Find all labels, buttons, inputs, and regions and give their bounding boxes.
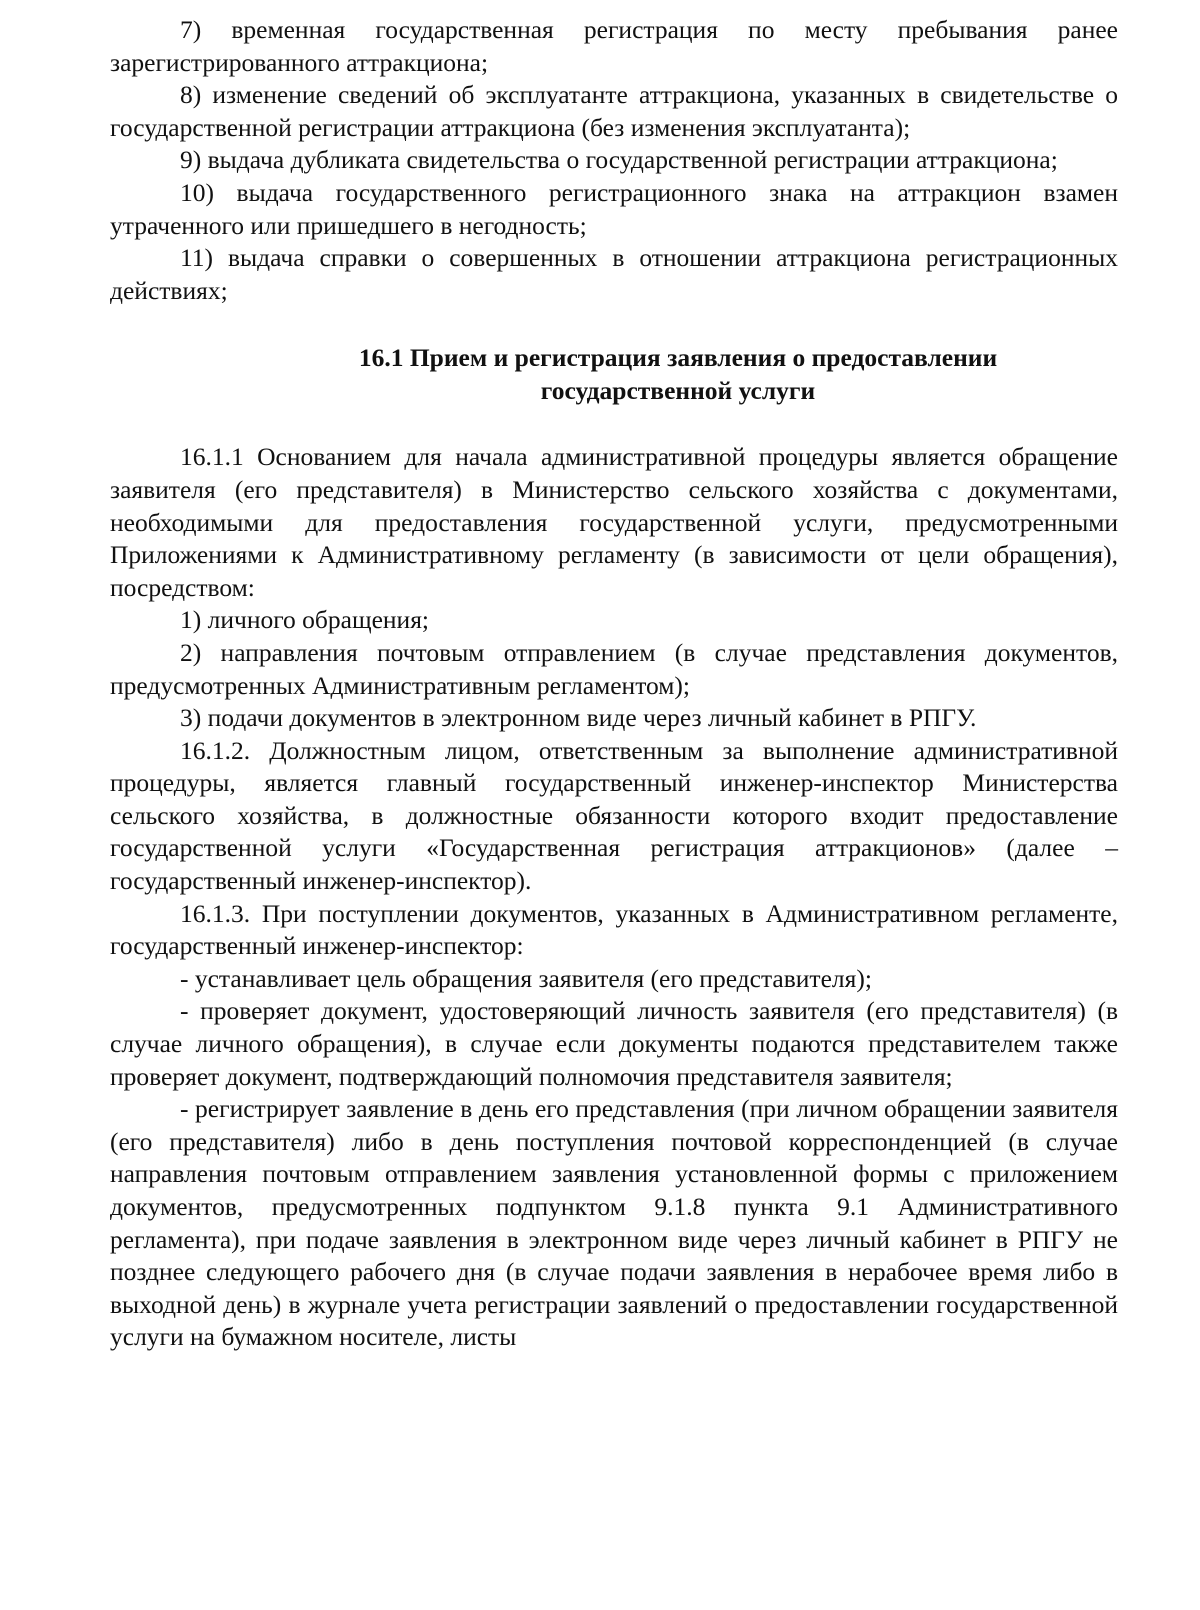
dash-item-purpose: - устанавливает цель обращения заявителя (его представителя); <box>180 963 872 993</box>
section-heading-line-2: государственной услуги <box>540 376 816 406</box>
paragraph-16-1-2: 16.1.2. Должностным лицом, ответственным за выполнение административной процедуры, является главный государственный инженер-инспектор Министерства сельского хозяйства, в должностные обязанности которого входит предоставление государственной услуги «Государственная регистрация аттракционов» (далее – государственный инженер-инспектор). <box>110 735 1118 896</box>
paragraph-16-1-1: 16.1.1 Основанием для начала административной процедуры является обращение заявителя (его представителя) в Министерство сельского хозяйства с документами, необходимыми для предоставления государственной услуги, предусмотренными Приложениями к Административному регламенту (в зависимости от цели обращения), посредством: <box>110 442 1118 602</box>
list-item-9: 9) выдача дубликата свидетельства о государственной регистрации аттракциона; <box>180 145 1058 175</box>
list-item-8: 8) изменение сведений об эксплуатанте аттракциона, указанных в свидетельстве о государственной регистрации аттракциона (без изменения эксплуатанта); <box>110 80 1118 142</box>
list-item-postal: 2) направления почтовым отправлением (в случае представления документов, предусмотренных Административным регламентом); <box>110 637 1118 700</box>
section-heading-line-1: 16.1 Прием и регистрация заявления о предоставлении <box>358 343 998 373</box>
document-page <box>110 14 1118 1354</box>
list-item-electronic: 3) подачи документов в электронном виде через личный кабинет в РПГУ. <box>180 703 977 733</box>
list-item-personal-appeal: 1) личного обращения; <box>180 605 430 635</box>
list-item-11: 11) выдача справки о совершенных в отношении аттракциона регистрационных действиях; <box>110 243 1118 305</box>
paragraph-16-1-3: 16.1.3. При поступлении документов, указанных в Административном регламенте, государственный инженер-инспектор: <box>110 898 1118 961</box>
section-heading <box>248 341 1108 407</box>
list-item-10: 10) выдача государственного регистрационного знака на аттракцион взамен утраченного или пришедшего в негодность; <box>110 177 1118 240</box>
dash-item-verify-identity: - проверяет документ, удостоверяющий личность заявителя (его представителя) (в случае личного обращения), в случае если документы подаются представителем также проверяет документ, подтверждающий полномочия представителя заявителя; <box>110 996 1118 1091</box>
list-item-7: 7) временная государственная регистрация по месту пребывания ранее зарегистрированного аттракциона; <box>110 15 1118 77</box>
dash-item-register: - регистрирует заявление в день его представления (при личном обращении заявителя (его представителя) либо в день поступления почтовой корреспонденцией (в случае направления почтовым отправлением заявления установленной формы с приложением документов, предусмотренных подпунктом 9.1.8 пункта 9.1 Административного регламента), при подаче заявления в электронном виде через личный кабинет в РПГУ не позднее следующего рабочего дня (в случае подачи заявления в нерабочее время либо в выходной день) в журнале учета регистрации заявлений о предоставлении государственной услуги на бумажном носителе, листы <box>110 1094 1118 1352</box>
